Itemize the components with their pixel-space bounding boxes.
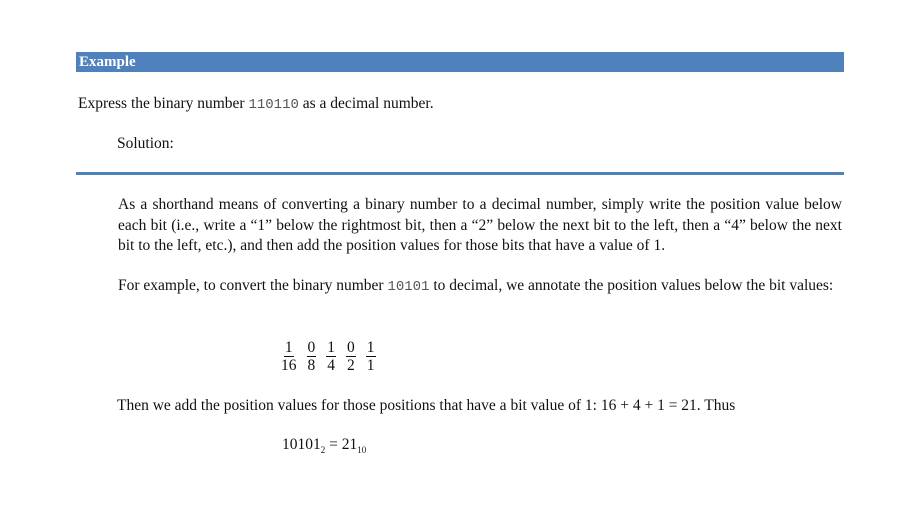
bit-value: 1 (327, 339, 335, 356)
question-suffix: as a decimal number. (298, 95, 434, 112)
position-value: 16 (281, 357, 297, 374)
equation-rhs-base: 10 (357, 445, 367, 456)
equation-rhs: 21 (341, 436, 358, 453)
bit-column (346, 340, 356, 375)
question-text (78, 94, 434, 115)
equation-operator: = (325, 436, 342, 453)
paragraph-example-prefix: For example, to convert the binary number (118, 277, 388, 294)
bit-column (326, 340, 336, 375)
question-number: 110110 (248, 97, 299, 113)
paragraph-sum: Then we add the position values for those positions that have a bit value of 1: 16 + 4 + 1 = 21. Thus (117, 397, 736, 414)
bit-value: 0 (347, 339, 355, 356)
paragraph-example-suffix: to decimal, we annotate the position values below the bit values: (429, 277, 834, 294)
example-header-bar (76, 52, 844, 72)
question-prefix: Express the binary number (78, 95, 249, 112)
equation-lhs: 10101 (282, 436, 321, 453)
example-title: Example (79, 54, 136, 70)
solution-label: Solution: (117, 135, 174, 152)
bit-value: 0 (307, 339, 316, 356)
bit-column (281, 340, 297, 375)
example-number: 10101 (387, 279, 430, 295)
position-value: 4 (327, 357, 335, 374)
paragraph-shorthand: As a shorthand means of converting a binary number to a decimal number, simply write the position value below each bit (i.e., write a “1” below the rightmost bit, then a “2” below the next bit to the left, then a “4” below the next bit to the left, etc.), and then add the position values for those bits that have a value of 1. (118, 196, 842, 254)
section-divider (76, 172, 844, 175)
conversion-equation (282, 436, 366, 455)
bit-position-table (281, 340, 376, 375)
paragraph-example (118, 276, 842, 298)
position-value: 2 (347, 357, 355, 374)
position-value: 1 (366, 357, 375, 374)
position-value: 8 (307, 357, 316, 374)
equation-lhs-base: 2 (320, 445, 326, 456)
bit-column (366, 340, 376, 375)
bit-column (307, 340, 317, 375)
bit-value: 1 (284, 339, 293, 356)
bit-value: 1 (366, 339, 375, 356)
